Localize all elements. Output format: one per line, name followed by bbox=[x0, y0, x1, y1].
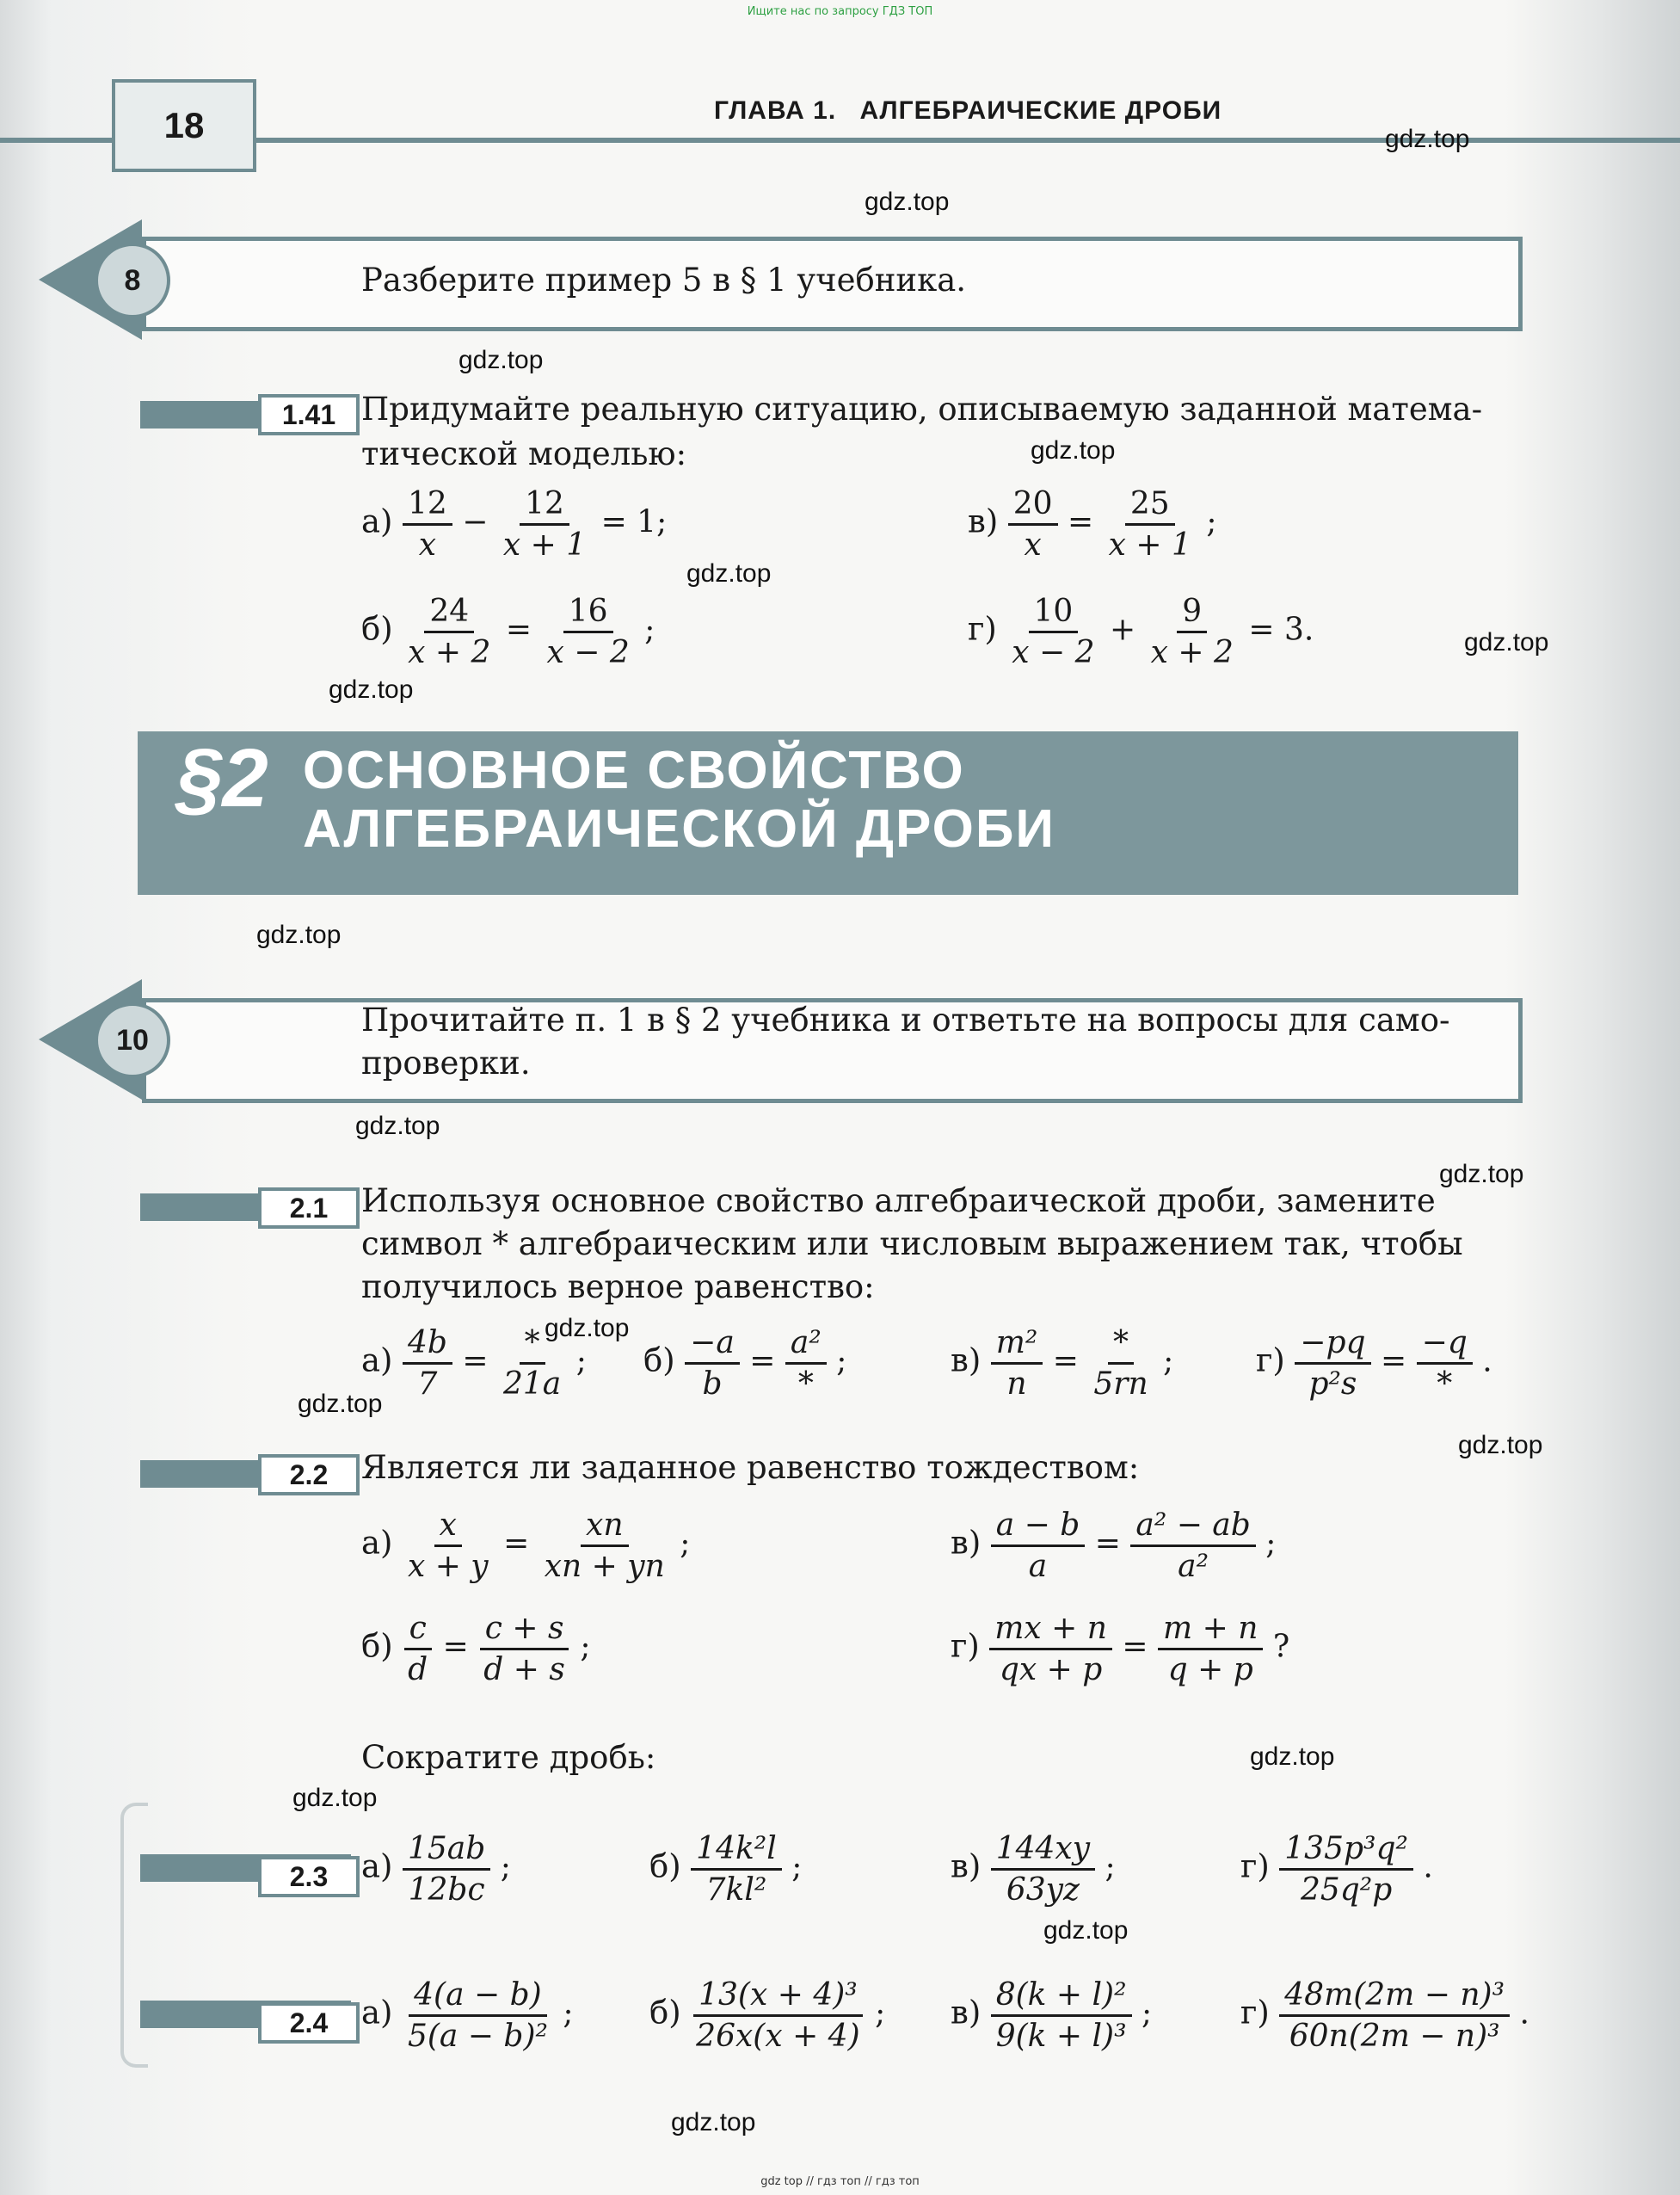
watermark: gdz.top bbox=[686, 559, 772, 588]
item-label: в) bbox=[968, 503, 999, 540]
section-title-line1: ОСНОВНОЕ СВОЙСТВО bbox=[303, 741, 965, 800]
numerator: 16 bbox=[563, 594, 613, 633]
numerator: 144xy bbox=[991, 1831, 1095, 1871]
chapter-name: АЛГЕБРАИЧЕСКИЕ ДРОБИ bbox=[859, 96, 1222, 125]
numerator: a² − ab bbox=[1130, 1508, 1255, 1547]
denominator: x + 2 bbox=[1150, 635, 1234, 670]
item-label: а) bbox=[361, 503, 393, 540]
denominator: d bbox=[408, 1652, 428, 1687]
ex23-number: 2.3 bbox=[258, 1856, 360, 1897]
ex21-item-v: в) $\frac{\text{m²}}{n}$ = $\frac{*}{5rn}$ ; bbox=[951, 1325, 1174, 1402]
watermark: gdz.top bbox=[1031, 436, 1116, 465]
denominator: 7kl² bbox=[705, 1872, 767, 1908]
item-label: г) bbox=[968, 610, 997, 648]
ex22-item-a: а) $\frac{x}{x + y}$ = $\frac{xn}{xn + yn}$ ; bbox=[361, 1508, 691, 1584]
bottom-note: gdz top // гдз топ // гдз топ bbox=[760, 2175, 920, 2188]
numerator: m + n bbox=[1158, 1611, 1263, 1650]
item-label: г) bbox=[951, 1627, 980, 1665]
numerator: m² bbox=[991, 1325, 1043, 1365]
section-number: §2 bbox=[176, 732, 268, 824]
tail: . bbox=[1423, 1849, 1433, 1885]
item-label: б) bbox=[649, 1994, 681, 2032]
task10-text-line1: Прочитайте п. 1 в § 2 учебника и ответьте на вопросы для само- bbox=[361, 1002, 1450, 1039]
tail: = 1; bbox=[600, 504, 668, 540]
denominator: 21a bbox=[502, 1366, 562, 1402]
denominator: 63yz bbox=[1006, 1872, 1080, 1908]
watermark: gdz.top bbox=[458, 346, 544, 374]
item-label: б) bbox=[361, 1627, 393, 1665]
operator: = bbox=[1067, 504, 1094, 540]
numerator: 15ab bbox=[403, 1831, 490, 1871]
watermark: gdz.top bbox=[256, 921, 342, 949]
ex23-item-b bbox=[649, 1831, 802, 1908]
watermark: gdz.top bbox=[298, 1390, 383, 1418]
denominator: x − 2 bbox=[1012, 635, 1095, 670]
numerator: −a bbox=[685, 1325, 740, 1365]
watermark: gdz.top bbox=[292, 1784, 378, 1812]
numerator: mx + n bbox=[989, 1611, 1112, 1650]
item-label: в) bbox=[951, 1847, 982, 1885]
denominator: 60n(2m − n)³ bbox=[1289, 2019, 1500, 2054]
ex21-item-g: г) $\frac{-pq}{\text{p²s}}$ = $\frac{-q}{*}$ . bbox=[1256, 1325, 1492, 1402]
ex21-text-line1: Используя основное свойство алгебраической дроби, замените bbox=[361, 1182, 1436, 1219]
denominator: q + p bbox=[1167, 1652, 1253, 1687]
tail: ; bbox=[575, 1343, 587, 1379]
ex22-item-b: б) $\frac{c}{d}$ = $\frac{c + s}{d + s}$ ; bbox=[361, 1611, 591, 1687]
tail: ; bbox=[875, 1995, 886, 2032]
chapter-label: ГЛАВА 1. bbox=[714, 96, 837, 125]
numerator: x bbox=[434, 1508, 462, 1547]
item-label: а) bbox=[361, 1341, 393, 1379]
numerator: xn bbox=[581, 1508, 629, 1547]
denominator: 5(a − b)² bbox=[407, 2019, 548, 2054]
item-label: б) bbox=[649, 1847, 681, 1885]
ex21-item-a: а) $\frac{4b}{7}$ = $\frac{*}{21a}$ ; bbox=[361, 1325, 587, 1402]
denominator: x bbox=[1024, 527, 1042, 563]
denominator: x + 2 bbox=[408, 635, 491, 670]
watermark: gdz.top bbox=[671, 2108, 756, 2136]
numerator: 48m(2m − n)³ bbox=[1279, 1977, 1510, 2017]
denominator: d + s bbox=[483, 1652, 565, 1687]
numerator: 12 bbox=[403, 486, 452, 526]
tail: . bbox=[1519, 1995, 1529, 2032]
denominator: p²s bbox=[1308, 1366, 1357, 1402]
denominator: a bbox=[1028, 1549, 1048, 1584]
numerator: 4(a − b) bbox=[409, 1977, 547, 2017]
tail: ; bbox=[500, 1849, 511, 1885]
item-label: в) bbox=[951, 1994, 982, 2032]
watermark: gdz.top bbox=[1439, 1160, 1524, 1188]
tail: ; bbox=[1265, 1526, 1277, 1562]
denominator: a² bbox=[1178, 1549, 1209, 1584]
tail: ? bbox=[1272, 1629, 1290, 1665]
ex24-item-a bbox=[361, 1977, 574, 2054]
denominator: x + 1 bbox=[1108, 527, 1191, 563]
denominator: 5rn bbox=[1093, 1366, 1148, 1402]
watermark: gdz.top bbox=[329, 675, 414, 704]
numerator: 24 bbox=[424, 594, 474, 633]
tail: ; bbox=[836, 1343, 847, 1379]
numerator: −q bbox=[1417, 1325, 1473, 1365]
chapter-title bbox=[714, 96, 1222, 126]
ex141-item-g bbox=[968, 594, 1314, 670]
denominator: x + y bbox=[407, 1549, 489, 1584]
ex141-item-b bbox=[361, 594, 655, 670]
numerator: 20 bbox=[1008, 486, 1058, 526]
ex21-number: 2.1 bbox=[258, 1187, 360, 1229]
denominator: n bbox=[1006, 1366, 1027, 1402]
denominator: x + 1 bbox=[502, 527, 587, 563]
numerator: 4b bbox=[403, 1325, 452, 1365]
ex22-item-g: г) $\frac{mx + n}{qx + p}$ = $\frac{m + n}{q + p}$ ? bbox=[951, 1611, 1290, 1687]
denominator: * bbox=[797, 1366, 814, 1402]
numerator: c + s bbox=[480, 1611, 569, 1650]
tail: ; bbox=[1163, 1343, 1174, 1379]
ex24-number: 2.4 bbox=[258, 2002, 360, 2044]
reduce-heading: Сократите дробь: bbox=[361, 1739, 656, 1776]
watermark: gdz.top bbox=[1458, 1431, 1543, 1459]
ex22-number: 2.2 bbox=[258, 1454, 360, 1495]
tail: = 3. bbox=[1248, 612, 1314, 648]
ex21-item-b: б) $\frac{-a}{b}$ = $\frac{\text{a²}}{*}$ ; bbox=[643, 1325, 847, 1402]
denominator: * bbox=[1437, 1366, 1453, 1402]
numerator: 25 bbox=[1125, 486, 1175, 526]
task10-text-line2: проверки. bbox=[361, 1045, 531, 1082]
item-label: а) bbox=[361, 1847, 393, 1885]
ex23-item-v bbox=[951, 1831, 1116, 1908]
numerator: * bbox=[520, 1325, 545, 1365]
watermark: gdz.top bbox=[1043, 1916, 1129, 1945]
numerator: 10 bbox=[1029, 594, 1079, 633]
operator: = bbox=[505, 612, 532, 648]
numerator: 9 bbox=[1177, 594, 1207, 633]
ex141-number: 1.41 bbox=[258, 394, 360, 435]
tail: ; bbox=[791, 1849, 803, 1885]
watermark: gdz.top bbox=[1464, 628, 1549, 657]
item-label: а) bbox=[361, 1524, 393, 1562]
ex21-text-line2: символ * алгебраическим или числовым выражением так, чтобы bbox=[361, 1225, 1463, 1262]
numerator: a² bbox=[785, 1325, 827, 1365]
item-label: б) bbox=[643, 1341, 675, 1379]
ex24-item-b bbox=[649, 1977, 885, 2054]
denominator: qx + p bbox=[999, 1652, 1103, 1687]
denominator: b bbox=[702, 1366, 723, 1402]
denominator: x bbox=[418, 527, 437, 563]
operator: − bbox=[462, 504, 489, 540]
task8-number: 8 bbox=[95, 243, 170, 318]
watermark: gdz.top bbox=[355, 1112, 440, 1140]
item-label: г) bbox=[1240, 1847, 1270, 1885]
denominator: x − 2 bbox=[546, 635, 630, 670]
task10-number: 10 bbox=[95, 1002, 170, 1078]
tail: ; bbox=[1206, 504, 1217, 540]
watermark: gdz.top bbox=[1385, 125, 1470, 153]
denominator: 26x(x + 4) bbox=[696, 2019, 860, 2054]
item-label: г) bbox=[1256, 1341, 1285, 1379]
tail: ; bbox=[1105, 1849, 1116, 1885]
ex141-item-a bbox=[361, 486, 667, 563]
tail: ; bbox=[1141, 1995, 1153, 2032]
numerator: 135p³q² bbox=[1279, 1831, 1413, 1871]
item-label: в) bbox=[951, 1341, 982, 1379]
denominator: 7 bbox=[417, 1366, 438, 1402]
numerator: a − b bbox=[991, 1508, 1086, 1547]
denominator: 12bc bbox=[408, 1872, 485, 1908]
page-number: 18 bbox=[112, 79, 256, 172]
ex21-text-line3: получилось верное равенство: bbox=[361, 1268, 875, 1305]
tail: ; bbox=[580, 1629, 591, 1665]
watermark: gdz.top bbox=[1250, 1742, 1335, 1771]
ex22-item-v: в) $\frac{a - b}{a}$ = $\frac{\text{a² − ab}}{\text{a²}}$ ; bbox=[951, 1508, 1277, 1584]
ex141-text-line1: Придумайте реальную ситуацию, описываемую заданной матема- bbox=[361, 391, 1483, 428]
tail: ; bbox=[644, 612, 655, 648]
numerator: −pq bbox=[1295, 1325, 1370, 1365]
item-label: в) bbox=[951, 1524, 982, 1562]
ex24-item-v bbox=[951, 1977, 1152, 2054]
section-title-line2: АЛГЕБРАИЧЕСКОЙ ДРОБИ bbox=[303, 799, 1055, 859]
ex141-item-v bbox=[968, 486, 1216, 563]
watermark: gdz.top bbox=[545, 1314, 630, 1342]
item-label: б) bbox=[361, 610, 393, 648]
ex22-text: Является ли заданное равенство тождеством: bbox=[361, 1449, 1140, 1486]
tail: . bbox=[1482, 1343, 1492, 1379]
ex24-item-g bbox=[1240, 1977, 1529, 2054]
operator: + bbox=[1110, 612, 1136, 648]
numerator: 13(x + 4)³ bbox=[693, 1977, 863, 2017]
tail: ; bbox=[563, 1995, 574, 2032]
ex23-item-a bbox=[361, 1831, 511, 1908]
numerator: c bbox=[404, 1611, 432, 1650]
denominator: 9(k + l)³ bbox=[995, 2019, 1127, 2054]
item-label: г) bbox=[1240, 1994, 1270, 2032]
numerator: 8(k + l)² bbox=[991, 1977, 1132, 2017]
numerator: 12 bbox=[520, 486, 569, 526]
denominator: xn + yn bbox=[544, 1549, 665, 1584]
task8-text: Разберите пример 5 в § 1 учебника. bbox=[361, 262, 967, 299]
ex23-item-g bbox=[1240, 1831, 1433, 1908]
item-label: а) bbox=[361, 1994, 393, 2032]
ex141-text-line2: тической моделью: bbox=[361, 435, 687, 472]
watermark: gdz.top bbox=[865, 188, 950, 216]
denominator: 25q²p bbox=[1300, 1872, 1393, 1908]
numerator: 14k²l bbox=[691, 1831, 782, 1871]
tail: ; bbox=[680, 1526, 691, 1562]
top-note: Ищите нас по запросу ГДЗ ТОП bbox=[747, 5, 933, 18]
numerator: * bbox=[1108, 1325, 1134, 1365]
